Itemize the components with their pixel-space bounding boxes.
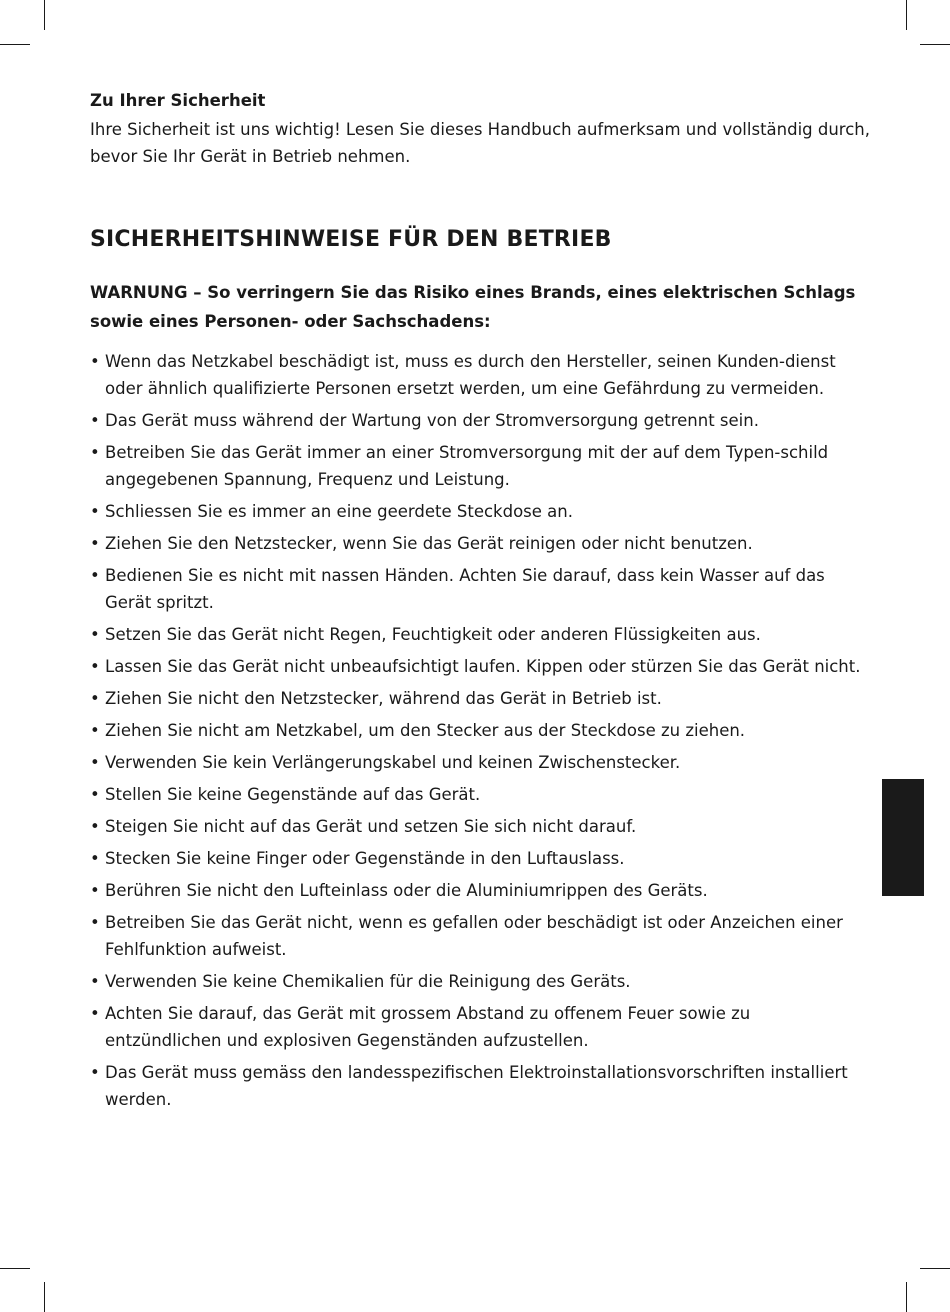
bullet-icon: • — [90, 625, 100, 644]
list-item-text: Das Gerät muss gemäss den landesspezifischen Elektroinstallationsvorschriften installiert werden. — [105, 1063, 848, 1109]
list-item — [90, 407, 870, 434]
safety-list — [90, 348, 870, 1113]
list-item-text: Berühren Sie nicht den Lufteinlass oder die Aluminiumrippen des Geräts. — [105, 881, 708, 900]
list-item — [90, 498, 870, 525]
bullet-icon: • — [90, 657, 100, 676]
bullet-icon: • — [90, 972, 100, 991]
crop-mark-top-right-horizontal — [920, 44, 950, 45]
crop-mark-bottom-right-vertical — [906, 1282, 907, 1312]
list-item-text: Stellen Sie keine Gegenstände auf das Gerät. — [105, 785, 481, 804]
list-item-text: Steigen Sie nicht auf das Gerät und setzen Sie sich nicht darauf. — [105, 817, 637, 836]
crop-mark-top-left-vertical — [44, 0, 45, 30]
list-item — [90, 845, 870, 872]
list-item — [90, 717, 870, 744]
list-item-text: Achten Sie darauf, das Gerät mit grossem Abstand zu offenem Feuer sowie zu entzündlichen und explosiven Gegenständen aufzustellen. — [105, 1004, 751, 1050]
section-title: SICHERHEITSHINWEISE FÜR DEN BETRIEB — [90, 227, 612, 252]
bullet-icon: • — [90, 566, 100, 585]
list-item-text: Das Gerät muss während der Wartung von der Stromversorgung getrennt sein. — [105, 411, 759, 430]
list-item — [90, 781, 870, 808]
bullet-icon: • — [90, 721, 100, 740]
bullet-icon: • — [90, 1004, 100, 1023]
list-item — [90, 1059, 870, 1113]
crop-mark-bottom-right-horizontal — [920, 1268, 950, 1269]
bullet-icon: • — [90, 881, 100, 900]
list-item-text: Wenn das Netzkabel beschädigt ist, muss es durch den Hersteller, seinen Kunden-dienst oder ähnlich qualifizierte Personen ersetzt werden, um eine Gefährdung zu vermeiden. — [105, 352, 836, 398]
list-item — [90, 439, 870, 493]
crop-mark-bottom-left-vertical — [44, 1282, 45, 1312]
list-item-text: Setzen Sie das Gerät nicht Regen, Feuchtigkeit oder anderen Flüssigkeiten aus. — [105, 625, 761, 644]
list-item — [90, 653, 870, 680]
bullet-icon: • — [90, 443, 100, 462]
list-item — [90, 1000, 870, 1054]
crop-mark-bottom-left-horizontal — [0, 1268, 30, 1269]
list-item — [90, 813, 870, 840]
chapter-side-tab — [882, 779, 924, 896]
bullet-icon: • — [90, 534, 100, 553]
list-item-text: Ziehen Sie nicht den Netzstecker, während das Gerät in Betrieb ist. — [105, 689, 662, 708]
list-item — [90, 348, 870, 402]
list-item-text: Ziehen Sie den Netzstecker, wenn Sie das Gerät reinigen oder nicht benutzen. — [105, 534, 753, 553]
bullet-icon: • — [90, 502, 100, 521]
intro-title: Zu Ihrer Sicherheit — [90, 91, 266, 110]
list-item — [90, 877, 870, 904]
bullet-icon: • — [90, 689, 100, 708]
list-item — [90, 968, 870, 995]
list-item — [90, 685, 870, 712]
crop-mark-top-left-horizontal — [0, 44, 30, 45]
list-item — [90, 530, 870, 557]
bullet-icon: • — [90, 785, 100, 804]
bullet-icon: • — [90, 352, 100, 371]
list-item — [90, 749, 870, 776]
list-item-text: Verwenden Sie kein Verlängerungskabel und keinen Zwischenstecker. — [105, 753, 681, 772]
list-item-text: Schliessen Sie es immer an eine geerdete Steckdose an. — [105, 502, 573, 521]
bullet-icon: • — [90, 411, 100, 430]
list-item — [90, 562, 870, 616]
list-item-text: Verwenden Sie keine Chemikalien für die Reinigung des Geräts. — [105, 972, 631, 991]
list-item-text: Betreiben Sie das Gerät nicht, wenn es gefallen oder beschädigt ist oder Anzeichen einer Fehlfunktion aufweist. — [105, 913, 843, 959]
bullet-icon: • — [90, 817, 100, 836]
list-item-text: Lassen Sie das Gerät nicht unbeaufsichtigt laufen. Kippen oder stürzen Sie das Gerät nicht. — [105, 657, 861, 676]
page-content — [90, 88, 870, 1118]
list-item-text: Ziehen Sie nicht am Netzkabel, um den Stecker aus der Steckdose zu ziehen. — [105, 721, 746, 740]
list-item — [90, 909, 870, 963]
bullet-icon: • — [90, 1063, 100, 1082]
bullet-icon: • — [90, 913, 100, 932]
crop-mark-top-right-vertical — [906, 0, 907, 30]
bullet-icon: • — [90, 849, 100, 868]
warning-text: WARNUNG – So verringern Sie das Risiko eines Brands, eines elektrischen Schlags sowie eines Personen- oder Sachschadens: — [90, 283, 856, 331]
bullet-icon: • — [90, 753, 100, 772]
intro-text: Ihre Sicherheit ist uns wichtig! Lesen Sie dieses Handbuch aufmerksam und vollständig durch, bevor Sie Ihr Gerät in Betrieb nehmen. — [90, 120, 871, 166]
list-item-text: Betreiben Sie das Gerät immer an einer Stromversorgung mit der auf dem Typen-schild angegebenen Spannung, Frequenz und Leistung. — [105, 443, 829, 489]
list-item-text: Bedienen Sie es nicht mit nassen Händen. Achten Sie darauf, dass kein Wasser auf das Gerät spritzt. — [105, 566, 825, 612]
list-item — [90, 621, 870, 648]
list-item-text: Stecken Sie keine Finger oder Gegenstände in den Luftauslass. — [105, 849, 625, 868]
